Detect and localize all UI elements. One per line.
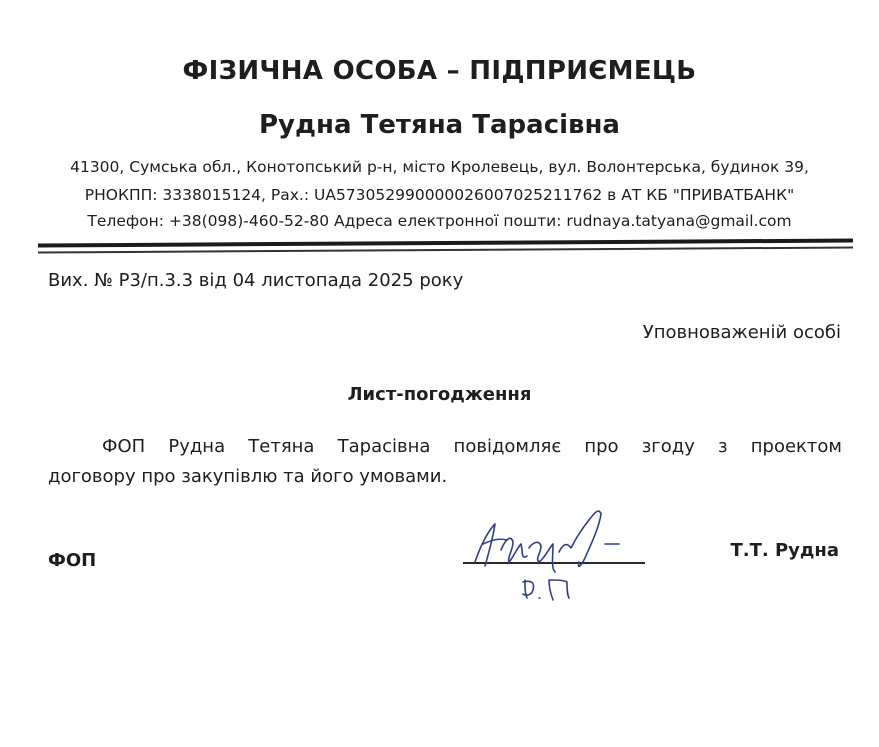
addressee: Уповноваженій особі bbox=[642, 322, 841, 343]
body-line-2: договору про закупівлю та його умовами. bbox=[48, 466, 448, 487]
tax-bank-line: РНОКПП: 3338015124, Рах.: UA573052990000026007025211762 в АТ КБ "ПРИВАТБАНК" bbox=[84, 186, 795, 204]
header-title: ФІЗИЧНА ОСОБА – ПІДПРИЄМЕЦЬ bbox=[182, 56, 697, 86]
address-line: 41300, Сумська обл., Конотопський р-н, місто Кролевець, вул. Волонтерська, будинок 39, bbox=[70, 158, 809, 176]
body-line-1: ФОП Рудна Тетяна Тарасівна повідомляє про згоду з проектом bbox=[102, 436, 842, 457]
letter-body bbox=[48, 432, 842, 492]
handwritten-signature bbox=[455, 500, 655, 610]
signature-right-name: Т.Т. Рудна bbox=[730, 540, 839, 561]
document-title: Лист-погодження bbox=[347, 384, 532, 405]
header-divider-thin bbox=[38, 247, 853, 253]
header-name: Рудна Тетяна Тарасівна bbox=[259, 110, 620, 140]
outgoing-reference: Вих. № Р3/п.3.3 від 04 листопада 2025 року bbox=[48, 270, 464, 291]
signature-left-label: ФОП bbox=[48, 550, 97, 571]
header-divider-thick bbox=[38, 239, 853, 248]
phone-email-line: Телефон: +38(098)-460-52-80 Адреса електронної пошти: rudnaya.tatyana@gmail.com bbox=[87, 212, 792, 230]
